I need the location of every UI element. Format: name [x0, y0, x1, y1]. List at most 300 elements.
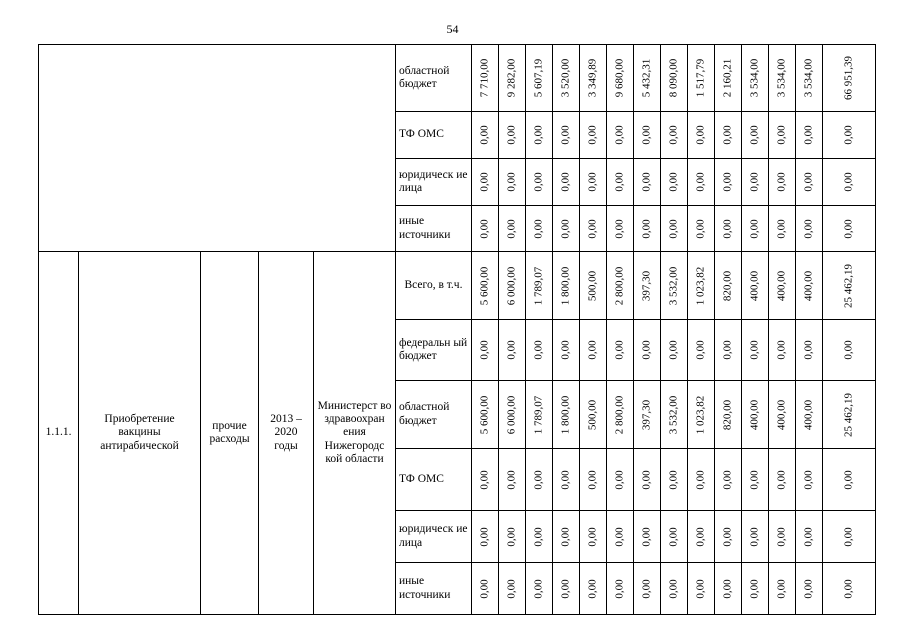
value-text: 0,00 [586, 218, 599, 239]
value-text: 0,00 [559, 578, 572, 599]
value-text: 0,00 [586, 526, 599, 547]
value-text: 0,00 [532, 172, 545, 192]
value-cell [823, 159, 876, 206]
value-cell [688, 511, 715, 563]
value-cell [472, 112, 499, 159]
funding-source-cell: иные источники [396, 206, 472, 252]
value-text: 25 462,19 [842, 392, 855, 437]
value-text: 0,00 [721, 526, 734, 547]
value-text: 0,00 [505, 578, 518, 599]
value-text: 5 600,00 [478, 266, 491, 305]
value-text: 0,00 [842, 125, 855, 145]
value-cell [661, 449, 688, 511]
value-cell [472, 252, 499, 320]
value-text: 0,00 [613, 578, 626, 599]
value-cell [526, 381, 553, 449]
value-cell [526, 252, 553, 320]
value-cell [580, 112, 607, 159]
value-cell [823, 320, 876, 381]
value-text: 0,00 [640, 469, 653, 490]
value-text: 500,00 [586, 270, 599, 301]
value-cell [607, 563, 634, 615]
value-text: 0,00 [842, 172, 855, 192]
value-text: 400,00 [748, 270, 761, 301]
value-text: 0,00 [748, 172, 761, 192]
value-text: 0,00 [532, 340, 545, 360]
value-cell [553, 159, 580, 206]
value-text: 0,00 [478, 340, 491, 360]
value-text: 0,00 [775, 125, 788, 145]
value-text: 0,00 [721, 218, 734, 239]
value-cell [688, 45, 715, 112]
value-cell [661, 159, 688, 206]
value-cell [715, 112, 742, 159]
value-cell [823, 206, 876, 252]
value-text: 0,00 [694, 578, 707, 599]
value-text: 0,00 [842, 578, 855, 599]
value-text: 400,00 [748, 399, 761, 430]
value-cell [742, 511, 769, 563]
value-cell [661, 381, 688, 449]
value-text: 0,00 [559, 469, 572, 490]
value-cell [742, 206, 769, 252]
value-cell [661, 252, 688, 320]
value-cell [769, 206, 796, 252]
value-cell [769, 381, 796, 449]
value-text: 400,00 [775, 270, 788, 301]
value-cell [661, 563, 688, 615]
value-cell [472, 159, 499, 206]
value-text: 0,00 [478, 218, 491, 239]
value-cell [580, 45, 607, 112]
value-cell [499, 159, 526, 206]
funding-source-cell: Всего, в т.ч. [396, 252, 472, 320]
value-cell [634, 381, 661, 449]
value-cell [553, 112, 580, 159]
value-text: 2 800,00 [613, 395, 626, 434]
funding-source-cell: федеральн ый бюджет [396, 320, 472, 381]
value-text: 0,00 [613, 526, 626, 547]
value-cell [472, 381, 499, 449]
value-text: 0,00 [842, 526, 855, 547]
value-text: 7 710,00 [478, 58, 491, 98]
value-cell [526, 449, 553, 511]
value-text: 0,00 [721, 125, 734, 145]
value-text: 0,00 [478, 172, 491, 192]
value-text: 0,00 [775, 172, 788, 192]
value-text: 0,00 [532, 218, 545, 239]
value-text: 1 517,79 [694, 58, 707, 98]
value-cell [769, 45, 796, 112]
funding-source-cell: областной бюджет [396, 381, 472, 449]
value-text: 0,00 [586, 469, 599, 490]
value-cell [715, 449, 742, 511]
value-text: 500,00 [586, 399, 599, 430]
value-cell [499, 449, 526, 511]
value-cell [715, 563, 742, 615]
value-text: 3 532,00 [667, 266, 680, 305]
value-text: 0,00 [532, 578, 545, 599]
value-text: 9 680,00 [613, 58, 626, 98]
value-cell [688, 252, 715, 320]
value-text: 0,00 [667, 526, 680, 547]
value-text: 0,00 [532, 526, 545, 547]
value-cell [472, 45, 499, 112]
value-text: 0,00 [559, 340, 572, 360]
page-number: 54 [446, 22, 459, 36]
value-cell [580, 563, 607, 615]
value-cell [715, 45, 742, 112]
value-text: 0,00 [613, 340, 626, 360]
value-text: 0,00 [802, 578, 815, 599]
value-cell [742, 449, 769, 511]
value-cell [553, 206, 580, 252]
value-text: 820,00 [721, 270, 734, 301]
value-cell [499, 563, 526, 615]
budget-table-body [39, 45, 876, 615]
value-cell [607, 511, 634, 563]
table-row [39, 45, 876, 112]
value-cell [769, 563, 796, 615]
value-text: 25 462,19 [842, 263, 855, 308]
value-cell [688, 381, 715, 449]
value-text: 0,00 [478, 469, 491, 490]
value-text: 0,00 [748, 526, 761, 547]
value-text: 0,00 [613, 172, 626, 192]
value-text: 1 789,07 [532, 266, 545, 305]
value-text: 6 000,00 [505, 266, 518, 305]
value-cell [796, 563, 823, 615]
value-cell [823, 252, 876, 320]
value-cell [796, 159, 823, 206]
value-text: 0,00 [532, 469, 545, 490]
value-text: 0,00 [505, 469, 518, 490]
value-cell [472, 206, 499, 252]
value-text: 0,00 [505, 526, 518, 547]
value-text: 5 432,31 [640, 58, 653, 98]
item-name: Приобретение вакцины антирабической [79, 252, 201, 615]
value-text: 0,00 [775, 218, 788, 239]
funding-source-cell: иные источники [396, 563, 472, 615]
value-text: 0,00 [802, 340, 815, 360]
value-cell [580, 206, 607, 252]
value-cell [499, 45, 526, 112]
value-cell [634, 252, 661, 320]
value-cell [580, 511, 607, 563]
value-cell [607, 159, 634, 206]
value-text: 0,00 [694, 218, 707, 239]
value-text: 5 600,00 [478, 395, 491, 434]
value-cell [634, 112, 661, 159]
value-cell [472, 320, 499, 381]
value-cell [742, 159, 769, 206]
value-text: 8 090,00 [667, 58, 680, 98]
value-text: 1 800,00 [559, 266, 572, 305]
value-cell [607, 45, 634, 112]
funding-source-cell: юридическ ие лица [396, 159, 472, 206]
value-text: 0,00 [613, 469, 626, 490]
value-cell [661, 45, 688, 112]
value-cell [661, 320, 688, 381]
continued-empty-cell [39, 45, 396, 252]
value-cell [715, 252, 742, 320]
value-cell [580, 159, 607, 206]
value-cell [796, 511, 823, 563]
value-text: 0,00 [802, 218, 815, 239]
value-cell [553, 381, 580, 449]
value-cell [526, 159, 553, 206]
value-cell [607, 381, 634, 449]
value-cell [634, 563, 661, 615]
value-text: 0,00 [842, 218, 855, 239]
value-cell [526, 45, 553, 112]
value-text: 0,00 [667, 340, 680, 360]
funding-source-cell: ТФ ОМС [396, 112, 472, 159]
value-text: 1 789,07 [532, 395, 545, 434]
value-cell [499, 252, 526, 320]
value-text: 0,00 [694, 340, 707, 360]
value-text: 0,00 [532, 125, 545, 145]
value-text: 0,00 [748, 469, 761, 490]
value-cell [472, 449, 499, 511]
value-text: 0,00 [640, 340, 653, 360]
value-cell [607, 252, 634, 320]
value-text: 0,00 [559, 526, 572, 547]
value-text: 5 607,19 [532, 58, 545, 98]
value-text: 0,00 [694, 172, 707, 192]
value-text: 397,30 [640, 399, 653, 430]
value-text: 66 951,39 [842, 56, 855, 100]
value-text: 0,00 [802, 526, 815, 547]
value-cell [796, 45, 823, 112]
value-text: 0,00 [559, 218, 572, 239]
value-text: 0,00 [694, 469, 707, 490]
value-cell [661, 206, 688, 252]
value-cell [715, 381, 742, 449]
value-cell [796, 449, 823, 511]
value-cell [580, 320, 607, 381]
value-text: 0,00 [748, 218, 761, 239]
value-cell [607, 449, 634, 511]
value-cell [499, 381, 526, 449]
value-cell [688, 563, 715, 615]
value-cell [823, 449, 876, 511]
value-cell [796, 112, 823, 159]
value-cell [823, 381, 876, 449]
table-row [39, 252, 876, 320]
value-cell [607, 206, 634, 252]
value-text: 0,00 [667, 125, 680, 145]
value-text: 0,00 [748, 578, 761, 599]
value-cell [742, 112, 769, 159]
value-cell [634, 159, 661, 206]
value-cell [634, 206, 661, 252]
value-cell [499, 206, 526, 252]
value-text: 397,30 [640, 270, 653, 301]
value-cell [526, 511, 553, 563]
value-cell [553, 511, 580, 563]
value-text: 0,00 [640, 526, 653, 547]
value-text: 0,00 [694, 125, 707, 145]
value-text: 0,00 [721, 578, 734, 599]
value-cell [553, 449, 580, 511]
value-cell [553, 320, 580, 381]
value-cell [499, 511, 526, 563]
value-text: 0,00 [802, 125, 815, 145]
value-text: 400,00 [802, 399, 815, 430]
value-text: 0,00 [667, 469, 680, 490]
value-cell [769, 449, 796, 511]
value-text: 0,00 [721, 469, 734, 490]
value-text: 400,00 [802, 270, 815, 301]
value-cell [688, 112, 715, 159]
value-text: 1 023,82 [694, 266, 707, 305]
value-cell [769, 159, 796, 206]
value-text: 0,00 [667, 218, 680, 239]
value-text: 3 534,00 [802, 58, 815, 98]
value-cell [742, 45, 769, 112]
value-text: 0,00 [478, 578, 491, 599]
value-cell [472, 563, 499, 615]
value-cell [526, 563, 553, 615]
budget-table [38, 44, 876, 615]
value-cell [661, 511, 688, 563]
value-cell [607, 320, 634, 381]
value-text: 0,00 [478, 526, 491, 547]
period: 2013 – 2020 годы [259, 252, 314, 615]
value-cell [499, 320, 526, 381]
value-cell [553, 45, 580, 112]
value-text: 0,00 [505, 218, 518, 239]
value-cell [688, 449, 715, 511]
value-cell [769, 252, 796, 320]
value-cell [526, 112, 553, 159]
value-text: 0,00 [775, 469, 788, 490]
value-cell [499, 112, 526, 159]
value-cell [580, 252, 607, 320]
value-text: 400,00 [775, 399, 788, 430]
value-cell [796, 206, 823, 252]
expense-type: прочие расходы [201, 252, 259, 615]
value-text: 0,00 [640, 125, 653, 145]
value-cell [607, 112, 634, 159]
value-text: 2 160,21 [721, 58, 734, 98]
value-text: 0,00 [748, 340, 761, 360]
value-cell [715, 320, 742, 381]
value-cell [526, 206, 553, 252]
value-text: 0,00 [586, 340, 599, 360]
value-text: 0,00 [586, 172, 599, 192]
value-text: 0,00 [667, 172, 680, 192]
value-text: 0,00 [640, 578, 653, 599]
executor: Министерст во здравоохран ения Нижегородс кой области [314, 252, 396, 615]
value-cell [634, 511, 661, 563]
value-text: 3 534,00 [775, 58, 788, 98]
value-cell [634, 449, 661, 511]
value-text: 0,00 [842, 340, 855, 360]
value-text: 0,00 [775, 340, 788, 360]
item-number: 1.1.1. [39, 252, 79, 615]
value-text: 3 534,00 [748, 58, 761, 98]
value-cell [742, 252, 769, 320]
value-cell [688, 206, 715, 252]
value-cell [634, 320, 661, 381]
value-cell [472, 511, 499, 563]
value-text: 1 023,82 [694, 395, 707, 434]
value-cell [715, 511, 742, 563]
value-cell [580, 381, 607, 449]
value-cell [823, 112, 876, 159]
value-text: 0,00 [842, 469, 855, 490]
value-text: 0,00 [667, 578, 680, 599]
funding-source-cell: юридическ ие лица [396, 511, 472, 563]
value-text: 0,00 [613, 218, 626, 239]
value-text: 0,00 [505, 172, 518, 192]
value-cell [769, 320, 796, 381]
value-text: 0,00 [559, 172, 572, 192]
value-text: 9 282,00 [505, 58, 518, 98]
value-text: 0,00 [478, 125, 491, 145]
value-cell [823, 563, 876, 615]
value-text: 0,00 [505, 125, 518, 145]
value-text: 820,00 [721, 399, 734, 430]
value-cell [742, 381, 769, 449]
value-cell [796, 252, 823, 320]
value-cell [553, 252, 580, 320]
value-cell [661, 112, 688, 159]
value-text: 0,00 [775, 578, 788, 599]
funding-source-cell: ТФ ОМС [396, 449, 472, 511]
value-text: 6 000,00 [505, 395, 518, 434]
value-text: 0,00 [694, 526, 707, 547]
value-cell [715, 206, 742, 252]
value-cell [553, 563, 580, 615]
value-cell [769, 511, 796, 563]
value-text: 0,00 [640, 172, 653, 192]
value-cell [580, 449, 607, 511]
value-text: 3 532,00 [667, 395, 680, 434]
value-cell [823, 511, 876, 563]
value-text: 0,00 [802, 172, 815, 192]
value-cell [688, 159, 715, 206]
value-text: 0,00 [721, 172, 734, 192]
value-text: 0,00 [505, 340, 518, 360]
value-text: 0,00 [640, 218, 653, 239]
value-text: 0,00 [586, 125, 599, 145]
value-text: 0,00 [775, 526, 788, 547]
value-text: 2 800,00 [613, 266, 626, 305]
value-text: 3 349,89 [586, 58, 599, 98]
value-cell [769, 112, 796, 159]
value-cell [742, 563, 769, 615]
value-text: 0,00 [802, 469, 815, 490]
value-text: 1 800,00 [559, 395, 572, 434]
value-cell [742, 320, 769, 381]
value-cell [688, 320, 715, 381]
value-cell [634, 45, 661, 112]
value-cell [796, 381, 823, 449]
value-text: 3 520,00 [559, 58, 572, 98]
value-cell [796, 320, 823, 381]
funding-source-cell: областной бюджет [396, 45, 472, 112]
value-text: 0,00 [613, 125, 626, 145]
value-cell [526, 320, 553, 381]
value-text: 0,00 [721, 340, 734, 360]
value-text: 0,00 [559, 125, 572, 145]
value-text: 0,00 [586, 578, 599, 599]
value-text: 0,00 [748, 125, 761, 145]
value-cell [715, 159, 742, 206]
